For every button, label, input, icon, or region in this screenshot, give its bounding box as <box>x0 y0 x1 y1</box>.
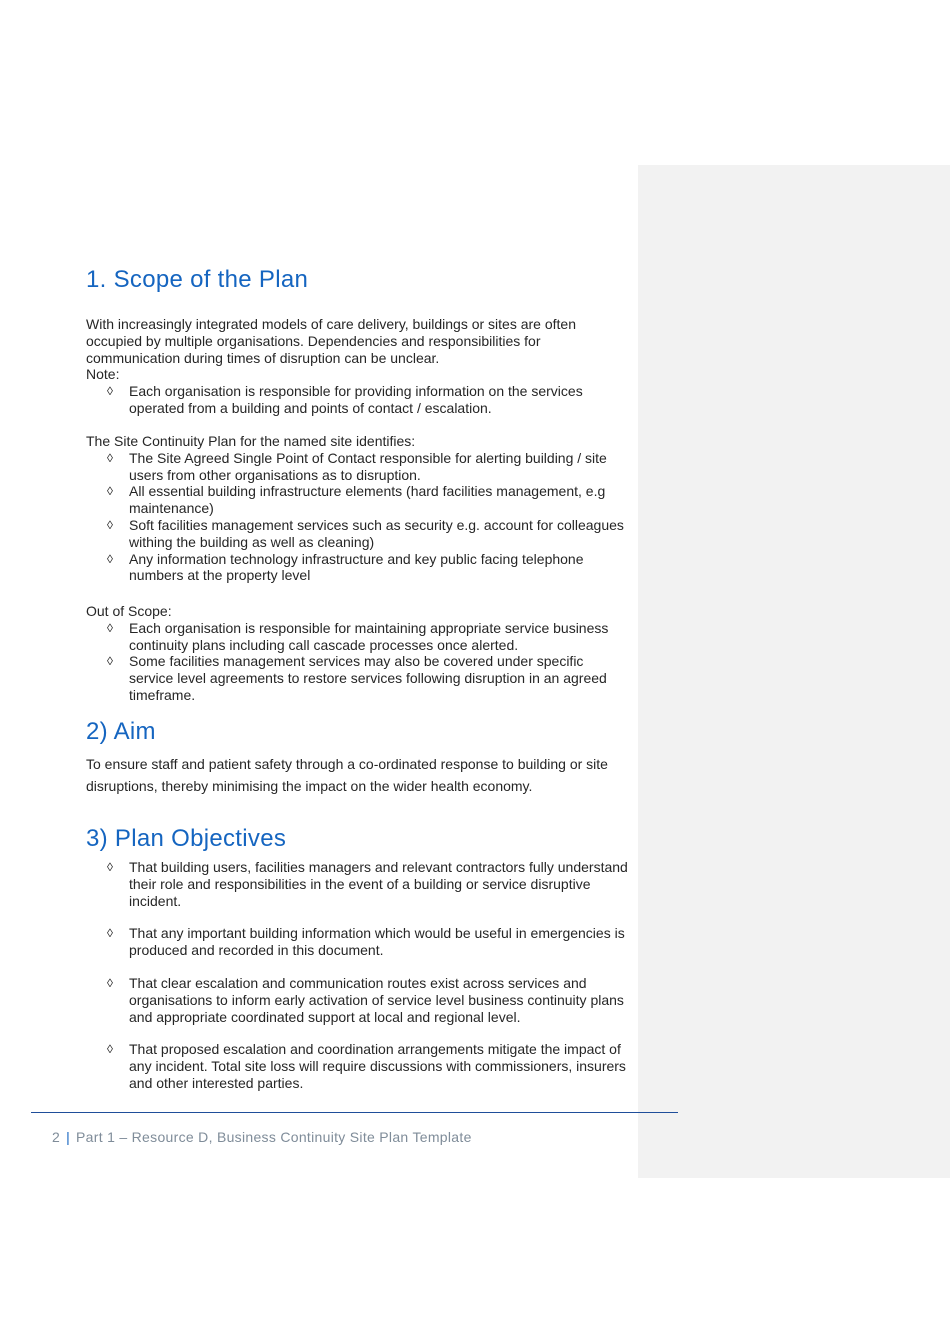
list-item: ◊ Any information technology infrastructure and key public facing telephone numbers at the property level <box>107 550 584 584</box>
diamond-bullet-icon: ◊ <box>107 975 113 990</box>
note-list <box>86 383 631 417</box>
out-of-scope-block <box>86 603 631 704</box>
aim-section <box>86 718 631 746</box>
scope-section <box>86 266 631 294</box>
diamond-bullet-icon: ◊ <box>107 1042 113 1057</box>
list-item: ◊ All essential building infrastructure elements (hard facilities management, e.g maintenance) <box>107 483 606 517</box>
comment-margin-panel <box>638 165 950 1178</box>
scope-heading: 1. Scope of the Plan <box>86 266 309 293</box>
identifies-label: The Site Continuity Plan for the named site identifies: <box>86 433 416 449</box>
diamond-bullet-icon: ◊ <box>107 860 113 874</box>
list-item: ◊ Each organisation is responsible for providing information on the services operated from a building and points of contact / escalation. <box>107 383 583 416</box>
page-number: 2 <box>52 1129 61 1145</box>
list-item: ◊ That any important building information which would be useful in emergencies is produced and recorded in this document. <box>107 925 625 959</box>
diamond-bullet-icon: ◊ <box>107 551 113 566</box>
diamond-bullet-icon: ◊ <box>107 926 113 941</box>
out-of-scope-label: Out of Scope: <box>86 603 172 619</box>
identifies-list <box>86 450 631 584</box>
list-item: ◊ Some facilities management services may also be covered under specific service level agreements to restore services following disruption in an agreed timeframe. <box>107 653 607 703</box>
list-item: ◊ Each organisation is responsible for maintaining appropriate service business continuity plans including call cascade processes once alerted. <box>107 619 609 653</box>
aim-text: To ensure staff and patient safety through a co-ordinated response to building or site disruptions, thereby minimising the impact on the wider health economy. <box>86 756 608 794</box>
scope-intro: With increasingly integrated models of care delivery, buildings or sites are often occupied by multiple organisations. Dependencies and responsibilities for communication during times of disruption can be unclear. <box>86 316 576 366</box>
objectives-body <box>86 859 631 1108</box>
list-item: ◊ That clear escalation and communication routes exist across services and organisations to inform early activation of service level business continuity plans and appropriate coordinated support at local and regional level. <box>107 974 624 1025</box>
diamond-bullet-icon: ◊ <box>107 484 113 499</box>
scope-body <box>86 316 631 417</box>
identifies-block <box>86 433 631 584</box>
footer-divider <box>31 1112 678 1113</box>
list-item: ◊ That proposed escalation and coordination arrangements mitigate the impact of any incident. Total site loss will require discussions with commissioners, insurers and other interested parties. <box>107 1041 626 1091</box>
footer-separator: | <box>66 1129 71 1145</box>
diamond-bullet-icon: ◊ <box>107 450 113 465</box>
page-footer <box>52 1129 472 1145</box>
diamond-bullet-icon: ◊ <box>107 384 113 399</box>
note-label: Note: <box>86 366 120 383</box>
out-of-scope-list <box>86 620 631 704</box>
diamond-bullet-icon: ◊ <box>107 654 113 669</box>
aim-heading: 2) Aim <box>86 718 156 745</box>
objectives-section <box>86 825 631 853</box>
list-item: ◊ The Site Agreed Single Point of Contact responsible for alerting building / site users from other organisations as to disruption. <box>107 449 607 483</box>
list-item: ◊ Soft facilities management services such as security e.g. account for colleagues withing the building as well as cleaning) <box>107 516 624 550</box>
footer-title: Part 1 – Resource D, Business Continuity Site Plan Template <box>76 1129 472 1145</box>
list-item: ◊ That building users, facilities managers and relevant contractors fully understand their role and responsibilities in the event of a building or service disruptive incident. <box>107 859 628 909</box>
objectives-heading: 3) Plan Objectives <box>86 825 287 852</box>
diamond-bullet-icon: ◊ <box>107 620 113 635</box>
diamond-bullet-icon: ◊ <box>107 517 113 532</box>
objectives-list <box>86 859 631 1092</box>
aim-body <box>86 753 631 797</box>
